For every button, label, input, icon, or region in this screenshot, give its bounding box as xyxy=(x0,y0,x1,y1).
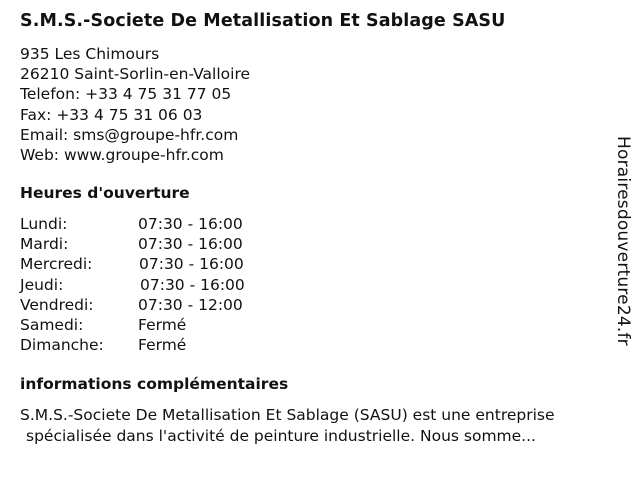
phone-number: Telefon: +33 4 75 31 77 05 xyxy=(20,85,232,104)
day-label: Jeudi: xyxy=(20,275,64,294)
day-hours: Fermé xyxy=(138,336,187,355)
site-watermark: Horairesdouverture24.fr xyxy=(613,136,633,346)
day-hours: 07:30 - 16:00 xyxy=(138,215,243,233)
day-label: Mardi: xyxy=(20,235,69,254)
day-label: Samedi: xyxy=(20,315,84,334)
description-line: S.M.S.-Societe De Metallisation Et Sablage (SASU) est une entreprise xyxy=(20,406,555,424)
address-city: 26210 Saint-Sorlin-en-Valloire xyxy=(20,65,251,84)
contact-block xyxy=(20,44,250,165)
day-hours: 07:30 - 16:00 xyxy=(139,255,244,274)
business-name: S.M.S.-Societe De Metallisation Et Sablage SASU xyxy=(20,11,506,31)
day-label: Mercredi: xyxy=(20,255,93,274)
fax-number: Fax: +33 4 75 31 06 03 xyxy=(20,105,203,124)
business-description xyxy=(20,405,630,447)
address-street: 935 Les Chimours xyxy=(20,45,160,63)
day-hours: 07:30 - 16:00 xyxy=(140,275,245,294)
day-label: Dimanche: xyxy=(20,336,104,355)
additional-info-heading: informations complémentaires xyxy=(20,375,289,393)
day-hours: Fermé xyxy=(138,315,187,334)
day-hours: 07:30 - 16:00 xyxy=(138,235,243,254)
opening-hours-heading: Heures d'ouverture xyxy=(20,184,190,202)
day-label: Vendredi: xyxy=(20,295,94,314)
description-line: spécialisée dans l'activité de peinture industrielle. Nous somme... xyxy=(26,427,536,445)
email-address: Email: sms@groupe-hfr.com xyxy=(20,125,239,144)
day-label: Lundi: xyxy=(20,215,68,233)
day-hours: 07:30 - 12:00 xyxy=(138,295,243,314)
website: Web: www.groupe-hfr.com xyxy=(20,145,224,164)
